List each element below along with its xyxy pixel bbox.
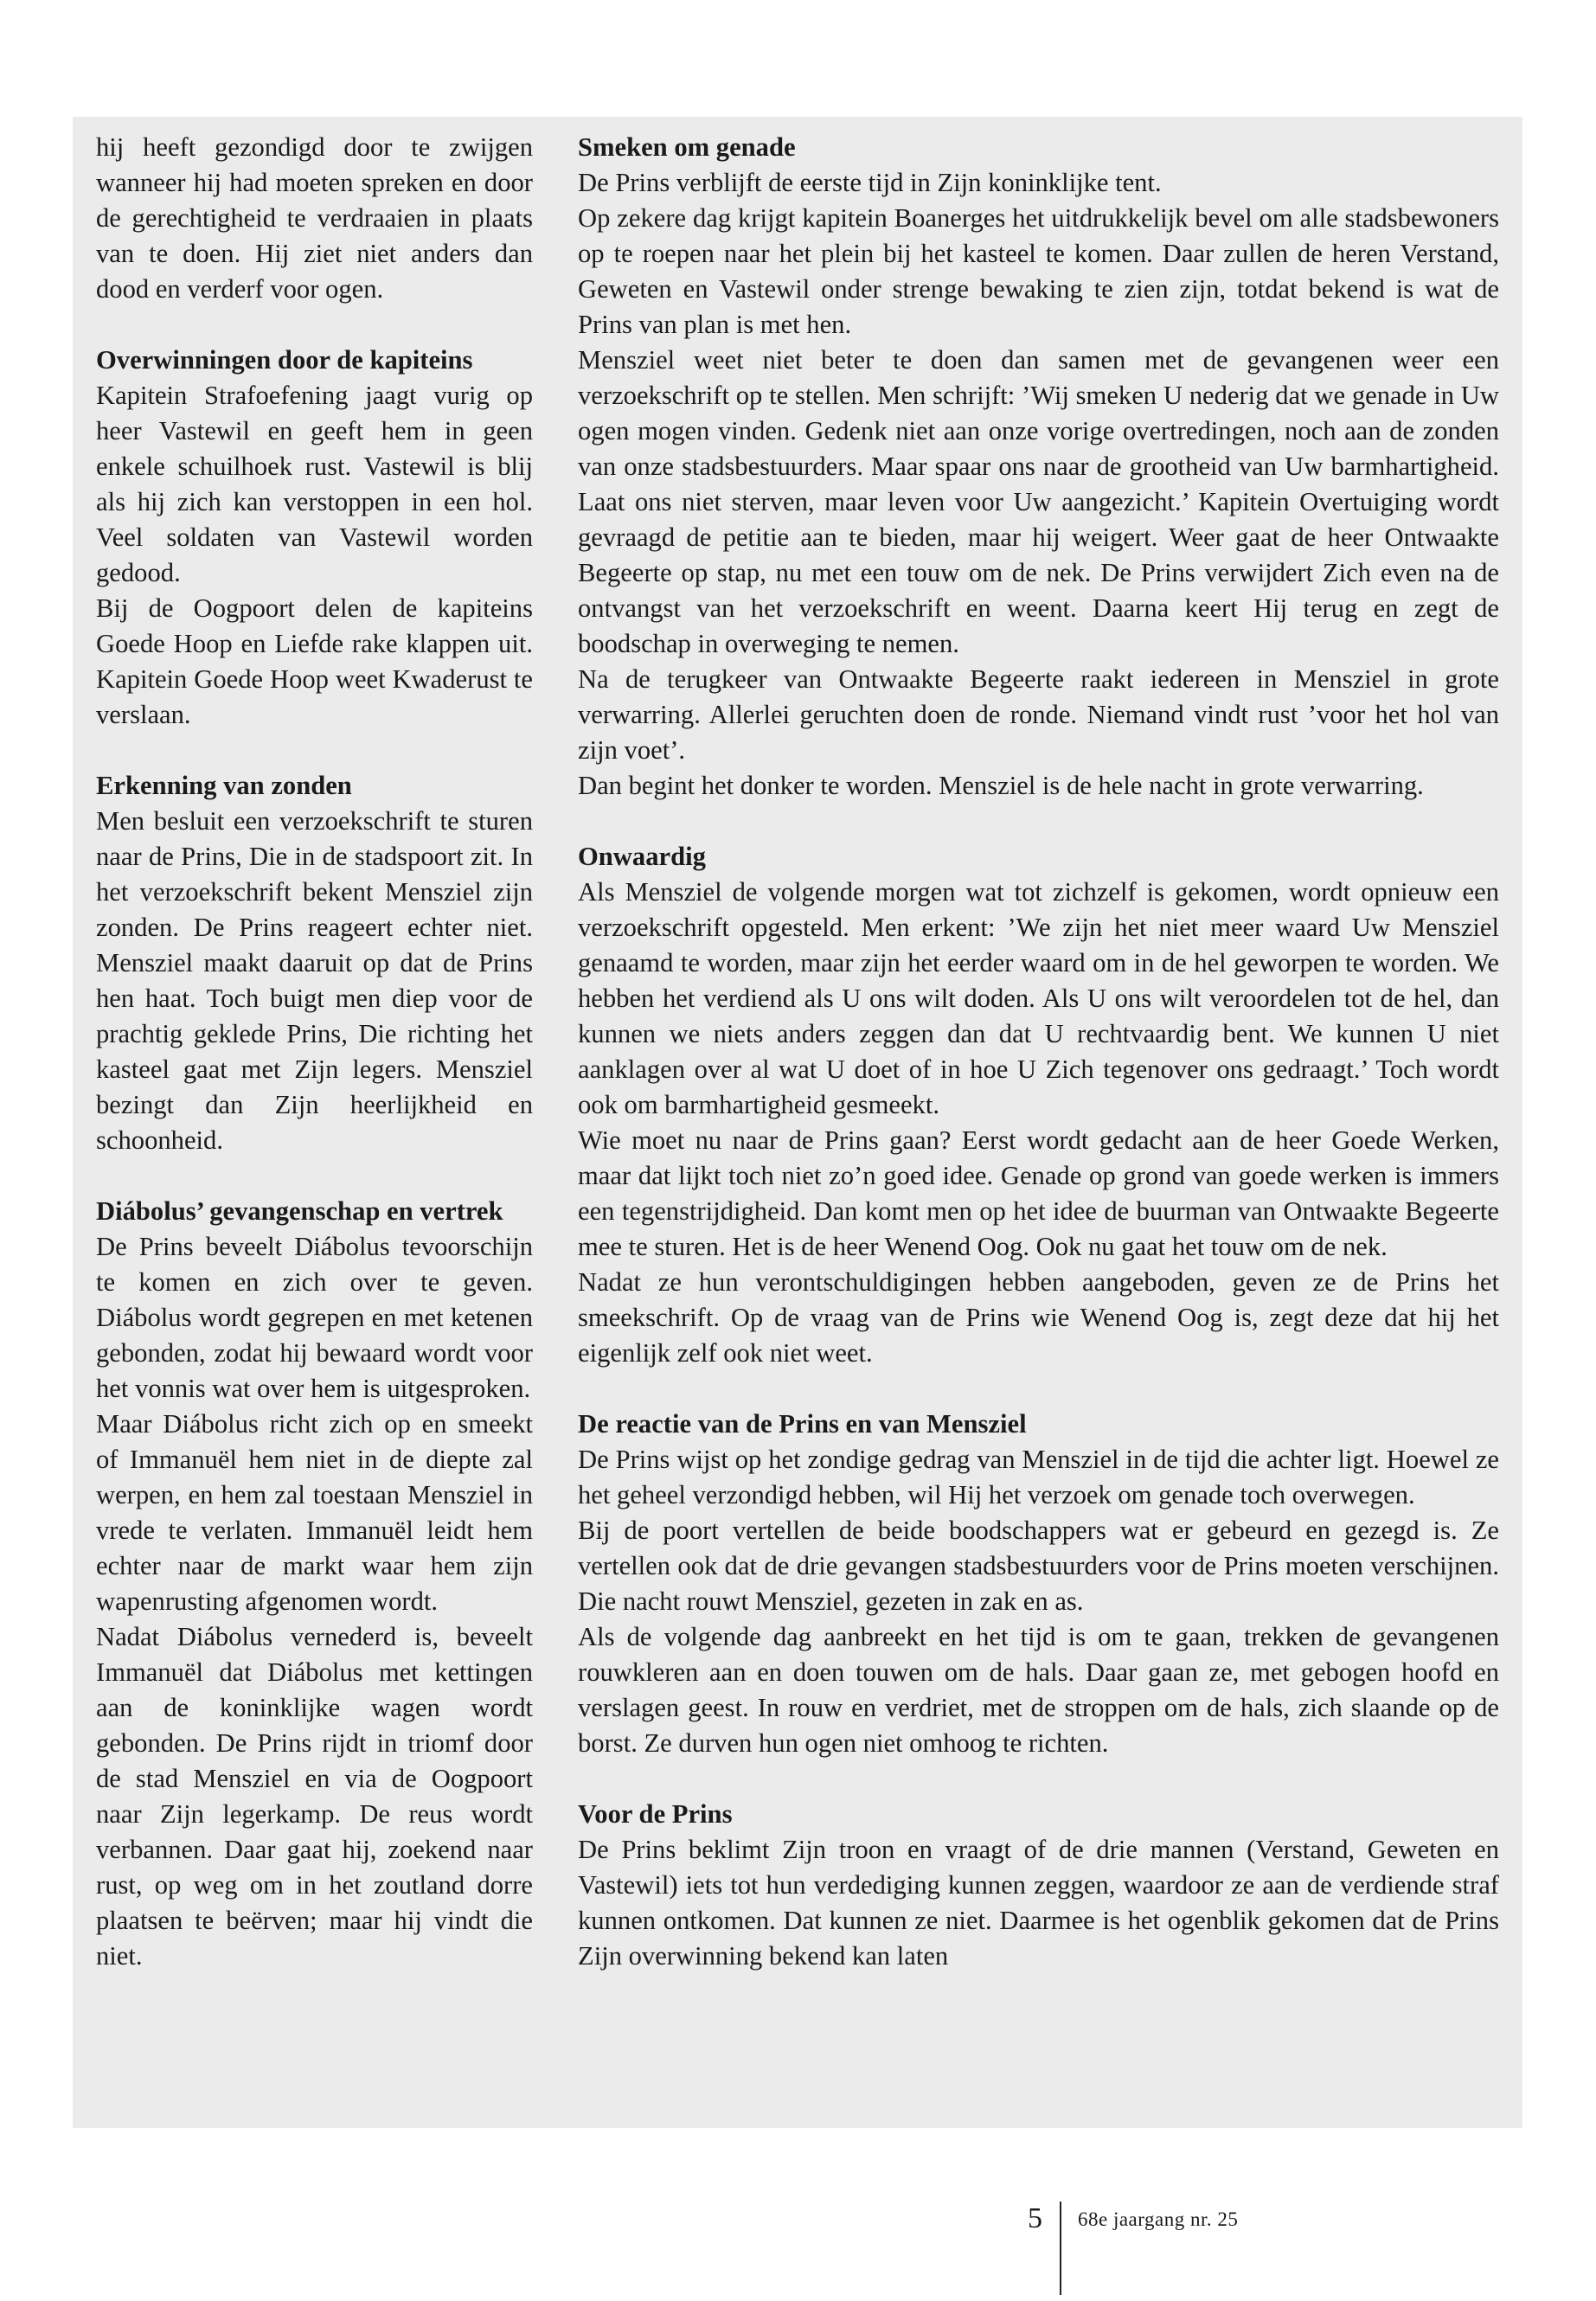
paragraph: De Prins beveelt Diábolus tevoorschijn te komen en zich over te geven. Diábolus wordt gegrepen en met ketenen gebonden, zodat hij bewaard wordt voor het vonnis wat over hem is uitgesproken. <box>96 1232 533 1403</box>
left-column <box>96 130 533 1974</box>
section-onwaardig <box>578 839 1499 1371</box>
section-heading: Smeken om genade <box>578 132 796 162</box>
paragraph: De Prins verblijft de eerste tijd in Zijn koninklijke tent. <box>578 168 1162 197</box>
paragraph: Dan begint het donker te worden. Mensziel is de hele nacht in grote verwarring. <box>578 771 1424 800</box>
section-heading: Diábolus’ gevangenschap en vertrek <box>96 1196 503 1226</box>
section-heading: Onwaardig <box>578 842 706 871</box>
paragraph: Als Mensziel de volgende morgen wat tot zichzelf is gekomen, wordt opnieuw een verzoekschrift opgesteld. Men erkent: ’We zijn het niet meer waard Uw Mensziel genaamd te worden, maar zijn het eerder waard om in de hel geworpen te worden. We hebben het verdiend als U ons wilt doden. Als U ons wilt veroordelen tot de hel, dan kunnen we niets anders zeggen dan dat U rechtvaardig bent. We kunnen U niet aanklagen over al wat U doet of in hoe U Zich tegenover ons gedraagt.’ Toch wordt ook om barmhartigheid gesmeekt. <box>578 877 1499 1119</box>
paragraph: Nadat ze hun verontschuldigingen hebben aangeboden, geven ze de Prins het smeekschrift. Op de vraag van de Prins wie Wenend Oog is, zegt deze dat hij het eigenlijk zelf ook niet weet. <box>578 1267 1499 1368</box>
paragraph: Als de volgende dag aanbreekt en het tijd is om te gaan, trekken de gevangenen rouwklеren aan en doen touwen om de hals. Daar gaan ze, met gebogen hoofd en verslagen geest. In rouw en verdriet, met de stroppen om de hals, zich slaande op de borst. Ze durven hun ogen niet omhoog te richten. <box>578 1622 1499 1758</box>
paragraph: De Prins wijst op het zondige gedrag van Mensziel in de tijd die achter ligt. Hoewel ze het geheel verzondigd hebben, wil Hij het verzoek om genade toch overwegen. <box>578 1445 1499 1509</box>
page-footer <box>0 2202 1596 2297</box>
section-heading: De reactie van de Prins en van Mensziel <box>578 1409 1027 1439</box>
section-erkenning <box>96 768 533 1158</box>
paragraph: Wie moet nu naar de Prins gaan? Eerst wordt gedacht aan de heer Goede Werken, maar dat lijkt toch niet zo’n goed idee. Genade op grond van goede werken is immers een tegenstrijdigheid. Dan komt men op het idee de buurman van Ontwaakte Begeerte mee te sturen. Het is de heer Wenend Oog. Ook nu gaat het touw om de nek. <box>578 1125 1499 1261</box>
section-reactie <box>578 1407 1499 1761</box>
section-overwinningen <box>96 343 533 733</box>
paragraph: Mensziel weet niet beter te doen dan samen met de gevangenen weer een verzoekschrift op te stellen. Men schrijft: ’Wij smeken U nederig dat we genade in Uw ogen mogen vinden. Gedenk niet aan onze vorige overtredingen, noch aan de zonden van onze stadsbestuurders. Maar spaar ons naar de grootheid van Uw barmhartigheid. Laat ons niet sterven, maar leven voor Uw aangezicht.’ Kapitein Overtuiging wordt gevraagd de petitie aan te bieden, maar hij weigert. Weer gaat de heer Ontwaakte Begeerte op stap, nu met een touw om de nek. De Prins verwijdert Zich even na de ontvangst van het verzoekschrift en weent. Daarna keert Hij terug en zegt de boodschap in overweging te nemen. <box>578 345 1499 658</box>
paragraph: Kapitein Strafoefening jaagt vurig op heer Vastewil en geeft hem in geen enkele schuilhoek rust. Vastewil is blij als hij zich kan verstoppen in een hol. Veel soldaten van Vastewil worden gedood. <box>96 381 533 587</box>
section-heading: Erkenning van zonden <box>96 771 352 800</box>
paragraph: Maar Diábolus richt zich op en smeekt of Immanuël hem niet in de diepte zal werpen, en hem zal toestaan Mensziel in vrede te verlaten. Immanuël leidt hem echter naar de markt waar hem zijn wapenrusting afgenomen wordt. <box>96 1409 533 1616</box>
paragraph: Men besluit een verzoekschrift te sturen naar de Prins, Die in de stadspoort zit. In het verzoekschrift bekent Mensziel zijn zonden. De Prins reageert echter niet. Mensziel maakt daaruit op dat de Prins hen haat. Toch buigt men diep voor de prachtig geklede Prins, Die richting het kasteel gaat met Zijn legers. Mensziel bezingt dan Zijn heerlijkheid en schoonheid. <box>96 806 533 1155</box>
page-number: 5 <box>1028 2202 1042 2234</box>
footer-divider <box>1060 2202 1061 2295</box>
issue-label: 68e jaargang nr. 25 <box>1078 2208 1239 2230</box>
right-column <box>578 130 1499 1974</box>
section-heading: Overwinningen door de kapiteins <box>96 345 473 375</box>
paragraph: Na de terugkeer van Ontwaakte Begeerte raakt iedereen in Mensziel in grote verwarring. Allerlei geruchten doen de ronde. Niemand vindt rust ’voor het hol van zijn voet’. <box>578 664 1499 765</box>
section-voor-de-prins <box>578 1797 1499 1974</box>
paragraph: De Prins beklimt Zijn troon en vraagt of de drie mannen (Verstand, Geweten en Vastewil) iets tot hun verdediging kunnen zeggen, waardoor ze aan de verdiende straf kunnen ontkomen. Dat kunnen ze niet. Daarmee is het ogenblik gekomen dat de Prins Zijn overwinning bekend kan laten <box>578 1835 1499 1971</box>
section-heading: Voor de Prins <box>578 1799 733 1829</box>
paragraph: Op zekere dag krijgt kapitein Boanerges het uitdrukkelijk bevel om alle stadsbewoners op te roepen naar het plein bij het kasteel te komen. Daar zullen de heren Verstand, Geweten en Vastewil onder strenge bewaking te zien zijn, totdat bekend is wat de Prins van plan is met hen. <box>578 203 1499 339</box>
paragraph: hij heeft gezondigd door te zwijgen wanneer hij had moeten spreken en door de gerechtigheid te verdraaien in plaats van te doen. Hij ziet niet anders dan dood en verderf voor ogen. <box>96 132 533 304</box>
paragraph: Bij de poort vertellen de beide boodschappers wat er gebeurd en gezegd is. Ze vertellen ook dat de drie gevangen stadsbestuurders voor de Prins moeten verschijnen. Die nacht rouwt Mensziel, gezeten in zak en as. <box>578 1516 1499 1616</box>
paragraph: Bij de Oogpoort delen de kapiteins Goede Hoop en Liefde rake klappen uit. Kapitein Goede Hoop weet Kwaderust te verslaan. <box>96 593 533 729</box>
paragraph: Nadat Diábolus vernederd is, beveelt Immanuël dat Diábolus met kettingen aan de koninklijke wagen wordt gebonden. De Prins rijdt in triomf door de stad Mensziel en via de Oogpoort naar Zijn legerkamp. De reus wordt verbannen. Daar gaat hij, zoekend naar rust, op weg om in het zoutland dorre plaatsen te beërven; maar hij vindt die niet. <box>96 1622 533 1971</box>
section-gevangenschap <box>96 1194 533 1974</box>
intro-section <box>96 130 533 307</box>
section-smeken <box>578 130 1499 804</box>
